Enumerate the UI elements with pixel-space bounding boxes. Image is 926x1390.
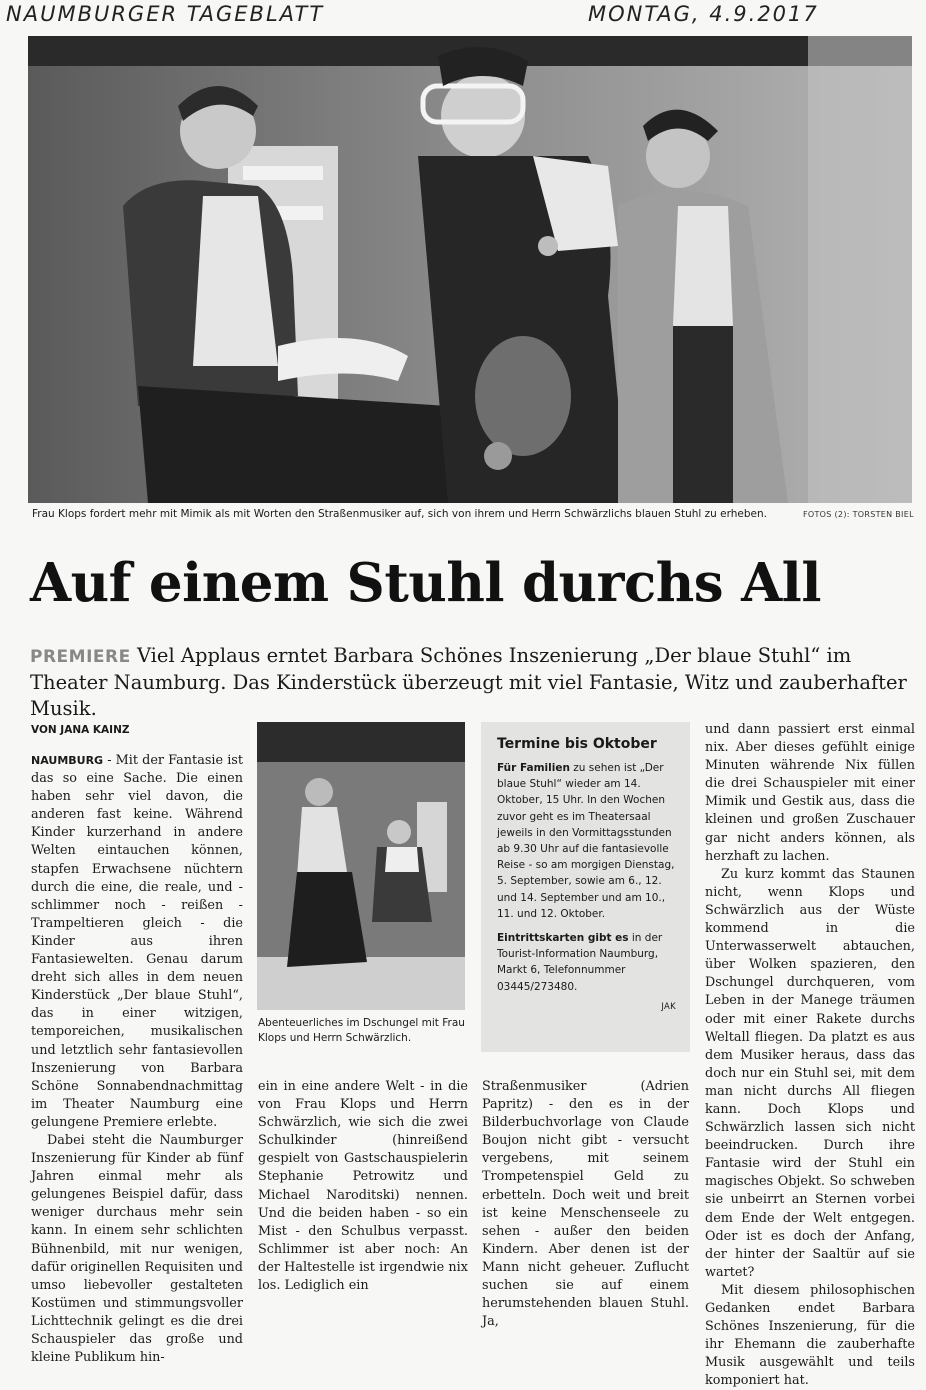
infobox-signature: JAK xyxy=(661,1001,676,1012)
article-paragraph: Dabei steht die Naumburger Inszenierung für Kinder ab fünf Jahren einmal mehr als gelungenes Beispiel dafür, dass weniger durchaus mehr sein kann. In einem sehr schlichten Bühnenbild, mit nur wenigen, dafür originellen Requisiten und umso liebevoller gestalteten Kostümen und stimmungsvoller Lichttechnik gelingt es die drei Schauspieler das große und kleine Publikum hin- xyxy=(31,1132,243,1366)
infobox-tickets-text: in der Tourist-Information Naumburg, Markt 6, Telefonnummer 03445/273480. xyxy=(497,932,663,993)
article-paragraph: ein in eine andere Welt - in die von Frau Klops und Herrn Schwärzlich, wie sich die zwei Schulkinder (hinreißend gespielt von Gastschauspielerin Stephanie Petrowitz und Michael Naroditski) nennen. Und die beiden haben - so ein Mist - den Schulbus verpasst. Schlimmer ist aber noch: An der Haltestelle ist irgendwie nix los. Lediglich ein xyxy=(258,1079,468,1294)
infobox-families-text: zu sehen ist „Der blaue Stuhl“ wieder am 14. Oktober, 15 Uhr. In den Wochen zuvor geht es im Theatersaal jeweils in den Vormittagsstunden ab 9.30 Uhr auf die fantasievolle Reise - so am morgigen Dienstag, 5. September, sowie am 6., 12. und 14. September und am 10., 11. und 12. Oktober. xyxy=(497,762,675,920)
main-stage-photo xyxy=(28,36,912,503)
deck xyxy=(30,643,915,722)
main-photo-caption: Frau Klops fordert mehr mit Mimik als mit Worten den Straßenmusiker auf, sich von ihrem und Herrn Schwärzlichs blauen Stuhl zu erheben. xyxy=(32,508,767,520)
headline: Auf einem Stuhl durchs All xyxy=(30,552,821,614)
deck-kicker: PREMIERE xyxy=(30,647,131,667)
handwritten-newspaper-name: NAUMBURGER TAGEBLATT xyxy=(6,2,325,26)
article-paragraph: Zu kurz kommt das Staunen nicht, wenn Klops und Schwärzlich aus der Wüste kommend in die Unterwasserwelt abtauchen, über Wolken spazieren, den Dschungel durchqueren, vom Leben in der Manege träumen oder mit einer Rakete durchs Weltall fliegen. Da platzt es aus dem Musiker heraus, dass das doch nur ein Stuhl sei, mit dem man nicht durchs All fliegen kann. Doch Klops und Schwärzlich lassen sich nicht beeindrucken. Durch ihre Fantasie wird der Stuhl ein magisches Objekt. So schweben sie unbeirrt an Sternen vorbei dem Ende der Welt entgegen. Oder ist es doch der Anfang, der hinter der Saaltür auf sie wartet? xyxy=(705,866,915,1280)
infobox-title: Termine bis Oktober xyxy=(497,736,657,752)
article-column-3 xyxy=(482,1078,689,1331)
infobox-families xyxy=(497,760,676,922)
byline: VON JANA KAINZ xyxy=(31,724,130,736)
article-column-1 xyxy=(31,752,243,1367)
infobox-tickets xyxy=(497,930,676,995)
infobox-families-lead: Für Familien xyxy=(497,762,570,774)
small-photo-caption: Abenteuerliches im Dschungel mit Frau Klops und Herrn Schwärzlich. xyxy=(258,1017,465,1044)
handwritten-date: MONTAG, 4.9.2017 xyxy=(588,2,819,26)
article-paragraph xyxy=(31,752,243,1132)
infobox-tickets-lead: Eintrittskarten gibt es xyxy=(497,932,629,945)
jungle-scene-illustration xyxy=(257,722,465,1010)
article-column-2 xyxy=(258,1078,468,1295)
deck-text: Viel Applaus erntet Barbara Schönes Inszenierung „Der blaue Stuhl“ im Theater Naumburg. Das Kinderstück überzeugt mit viel Fantasie, Witz und zauberhafter Musik. xyxy=(30,644,907,720)
dateline: NAUMBURG xyxy=(31,754,104,767)
article-paragraph: und dann passiert erst einmal nix. Aber dieses gefühlt einige Minuten währende Nix füllen die drei Schauspieler mit einer Mimik und Gestik aus, dass die kleinen und großen Zuschauer gar nicht anders können, als herzhaft zu lachen. xyxy=(705,722,915,864)
article-text: - Mit der Fantasie ist das so eine Sache. Die einen haben sehr viel davon, die anderen fast keine. Während Kinder kurzerhand in andere Welten eintauchen können, stapfen Erwachsene nüchtern durch die eine, die reale, und - schlimmer noch - reißen - Trampeltieren gleich - die Kinder aus ihren Fantasiewelten. Genau darum dreht sich alles in dem neuen Kinderstück „Der blaue Stuhl“, das in einer witzigen, temporeichen, musikalischen und letztlich sehr fantasievollen Inszenierung von Barbara Schöne Sonnabendnachmittag im Theater Naumburg eine gelungene Premiere erlebte. xyxy=(31,753,243,1130)
photo-credit: FOTOS (2): TORSTEN BIEL xyxy=(803,510,914,519)
stage-scene-illustration xyxy=(28,36,912,503)
article-paragraph: Mit diesem philosophischen Gedanken endet Barbara Schönes Inszenierung, für die ihr Ehemann die zauberhafte Musik ausgewählt und teils komponiert hat. xyxy=(705,1282,915,1389)
jungle-scene-photo xyxy=(257,722,465,1010)
article-column-4 xyxy=(705,721,915,1390)
schedule-infobox xyxy=(481,722,690,1052)
article-paragraph: Straßenmusiker (Adrien Papritz) - den es in der Bilderbuchvorlage von Claude Boujon nicht gibt - versucht vergebens, mit seinem Trompetenspiel Geld zu erbetteln. Doch weit und breit ist keine Menschenseele zu sehen - außer den beiden Kindern. Aber denen ist der Mann nicht geheuer. Zuflucht suchen sie auf einem herumstehenden blauen Stuhl. Ja, xyxy=(482,1079,689,1330)
